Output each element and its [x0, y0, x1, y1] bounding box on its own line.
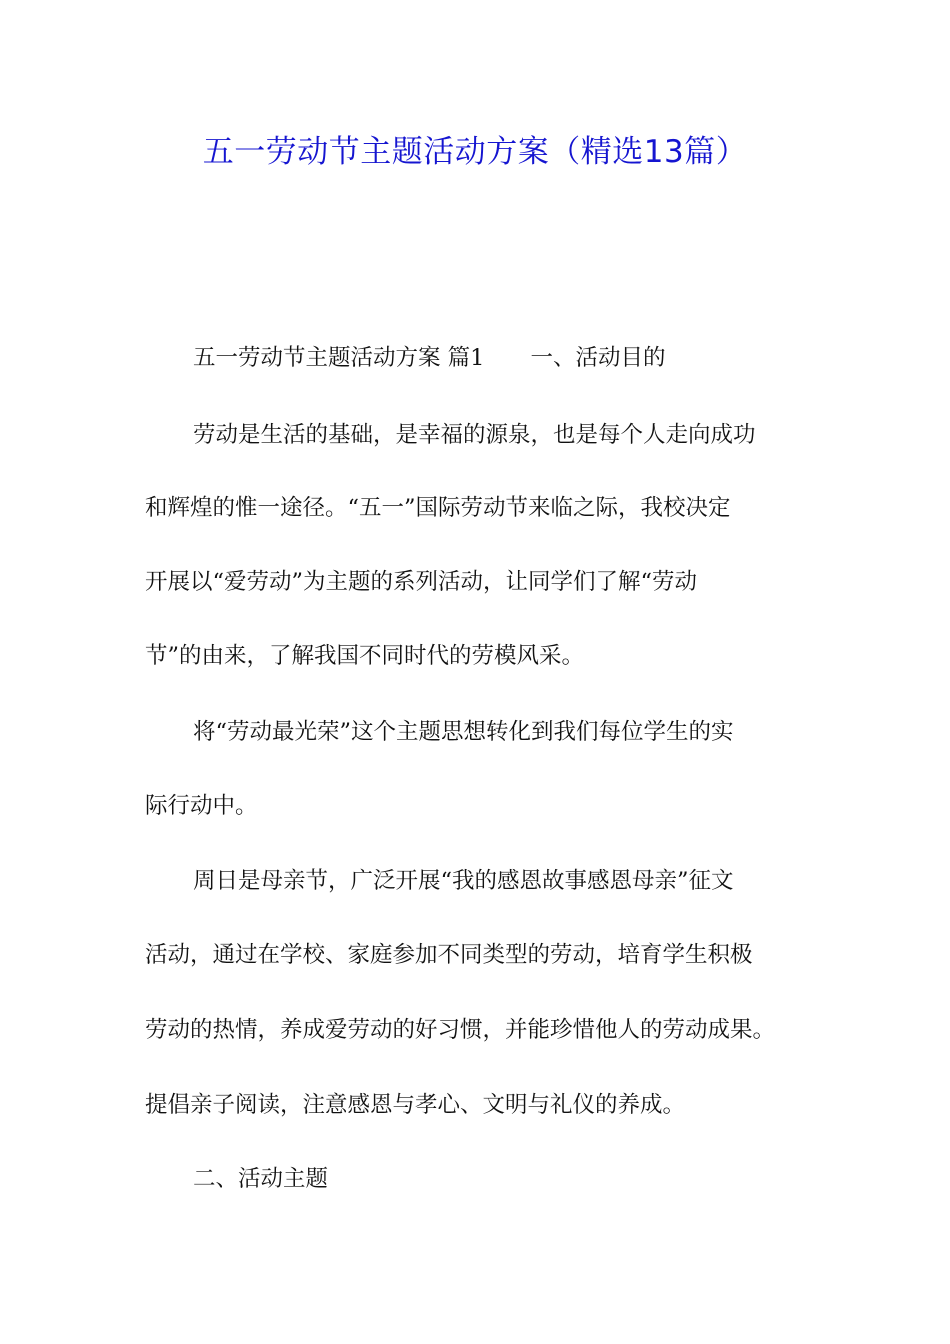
paragraph-line: 劳动的热情，养成爱劳动的好习惯，并能珍惜他人的劳动成果。: [145, 1017, 776, 1043]
paragraph-line: 开展以“爱劳动”为主题的系列活动，让同学们了解“劳动: [145, 569, 698, 595]
paragraph-line: 节”的由来，了解我国不同时代的劳模风采。: [145, 643, 585, 669]
document-title: 五一劳动节主题活动方案（精选13篇）: [202, 134, 748, 170]
part-title: 五一劳动节主题活动方案 篇1: [193, 345, 485, 371]
first-item-heading: 一、活动目的: [530, 345, 666, 371]
paragraph-line: 周日是母亲节，广泛开展“我的感恩故事感恩母亲”征文: [193, 868, 734, 894]
section-heading-line: [193, 343, 873, 373]
paragraph-line: 活动，通过在学校、家庭参加不同类型的劳动，培育学生积极: [145, 942, 753, 968]
paragraph-line: 提倡亲子阅读，注意感恩与孝心、文明与礼仪的养成。: [145, 1092, 686, 1118]
paragraph-line: 际行动中。: [145, 793, 258, 819]
paragraph-line: 劳动是生活的基础，是幸福的源泉，也是每个人走向成功: [193, 422, 756, 448]
paragraph-line: 和辉煌的惟一途径。“五一”国际劳动节来临之际，我校决定: [145, 495, 731, 521]
paragraph-line: 将“劳动最光荣”这个主题思想转化到我们每位学生的实: [193, 719, 734, 745]
section-heading: 二、活动主题: [193, 1166, 329, 1192]
